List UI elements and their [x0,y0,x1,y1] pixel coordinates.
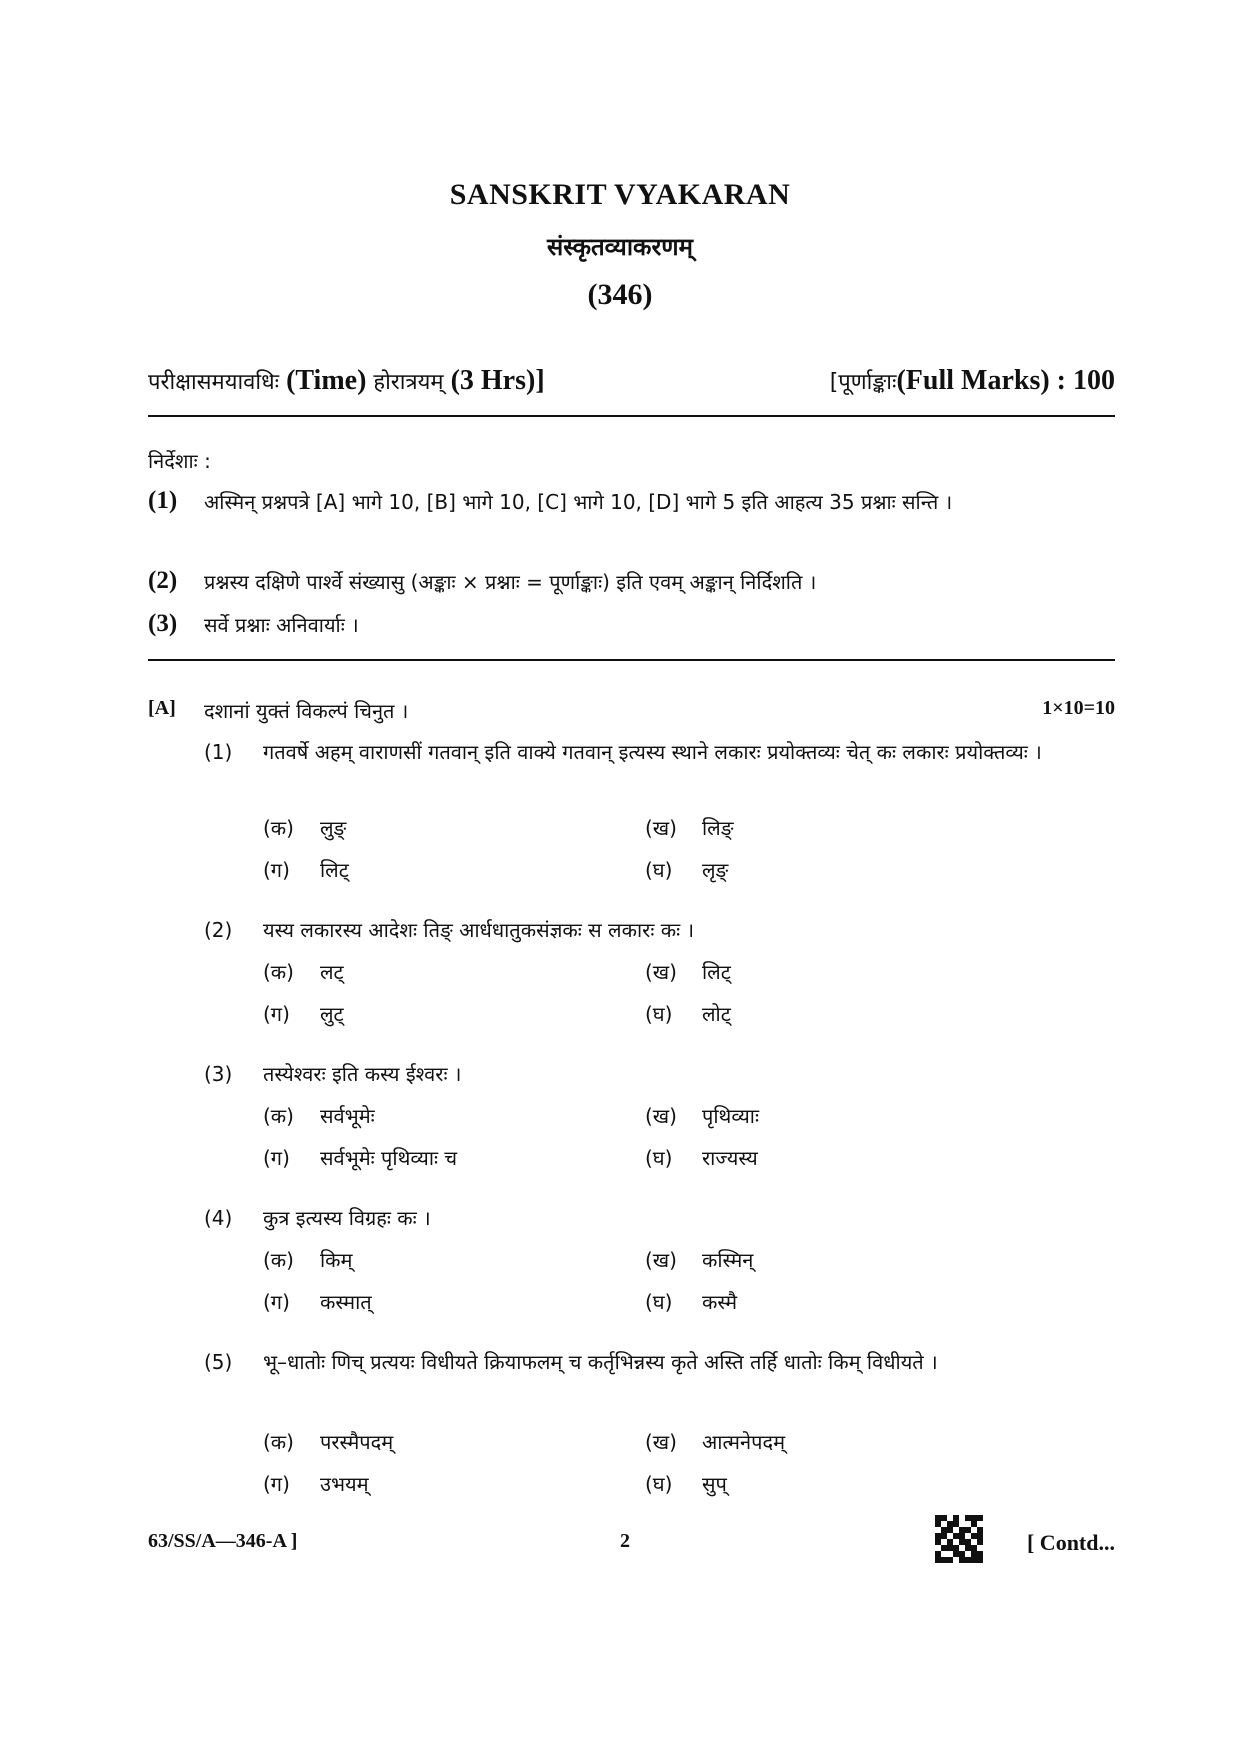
option-text: लट् [320,960,344,984]
option-text: राज्यस्य [702,1146,758,1170]
option-text: लृङ् [702,858,729,882]
qr-code-icon [935,1515,983,1563]
option-text: कस्मात् [320,1290,372,1314]
option-label: (ग) [263,1290,290,1314]
option-label: (क) [263,960,294,984]
instruction-number: (3) [148,610,178,637]
option-gha [645,856,728,883]
instruction-text: अस्मिन् प्रश्नपत्रे [A] भागे 10, [B] भागे 10, [C] भागे 10, [D] भागे 5 इति आहत्य 35 प्रश्नाः सन्ति । [204,490,953,514]
instructions-heading: निर्देशाः : [148,449,211,473]
option-text: लिङ् [702,816,734,840]
option-ka [263,1246,353,1273]
option-kha [645,1428,785,1455]
time-sa: होरात्रयम् [373,370,444,395]
option-ka [263,1428,393,1455]
marks-value: : 100 [1056,365,1115,396]
option-ka [263,958,344,985]
subject-code: (346) [587,278,653,311]
option-label: (ख) [645,1104,677,1128]
page-number: 2 [620,1530,630,1552]
option-kha [645,814,733,841]
option-text: लुङ् [320,816,347,840]
option-text: लिट् [702,960,731,984]
option-kha [645,1102,759,1129]
option-label: (ख) [645,960,677,984]
option-kha [645,1246,753,1273]
divider-instructions [148,659,1115,661]
divider-top [148,415,1115,417]
option-label: (क) [263,1248,294,1272]
time-prefix: परीक्षासमयावधिः [148,370,280,395]
paper-code: 63/SS/A—346-A ] [148,1530,298,1552]
option-text: आत्मनेपदम् [702,1430,786,1454]
time-hrs: (3 Hrs)] [450,365,545,396]
option-label: (घ) [645,858,673,882]
question-number: (1) [204,740,233,764]
option-label: (ग) [263,1472,290,1496]
marks-prefix: [पूर्णाङ्काः [829,370,897,395]
question-number: (2) [204,918,233,942]
option-label: (क) [263,1430,294,1454]
paper-title-english: SANSKRIT VYAKARAN [449,178,791,211]
paper-title-sanskrit: संस्कृतव्याकरणम् [547,233,693,261]
option-label: (ग) [263,1002,290,1026]
option-gha [645,1470,727,1497]
question-text: भू–धातोः णिच् प्रत्ययः विधीयते क्रियाफलम् च कर्तृभिन्नस्य कृते अस्ति तर्हि धातोः किम् विधीयते । [263,1350,938,1374]
instruction-text: प्रश्नस्य दक्षिणे पार्श्वे संख्यासु (अङ्काः × प्रश्नाः = पूर्णाङ्काः) इति एवम् अङ्कान् निर्दिशति । [204,570,817,594]
option-kha [645,958,731,985]
option-label: (ख) [645,1430,677,1454]
option-text: उभयम् [320,1472,369,1496]
option-label: (घ) [645,1472,673,1496]
option-label: (ख) [645,1248,677,1272]
option-ka [263,1102,375,1129]
option-ga [263,1470,369,1497]
section-instruction: दशानां युक्तं विकल्पं चिनुत । [204,699,409,723]
option-text: सर्वभूमेः [320,1104,375,1128]
option-ga [263,1000,344,1027]
option-label: (ग) [263,1146,290,1170]
option-ga [263,856,349,883]
option-text: सर्वभूमेः पृथिव्याः च [320,1146,458,1170]
option-text: कस्मिन् [702,1248,754,1272]
option-text: लुट् [320,1002,344,1026]
option-ga [263,1288,372,1315]
section-marks: 1×10=10 [1042,697,1115,719]
option-label: (क) [263,816,294,840]
option-label: (ख) [645,816,677,840]
question-text: यस्य लकारस्य आदेशः तिङ् आर्धधातुकसंज्ञकः स लकारः कः । [263,918,695,942]
option-label: (क) [263,1104,294,1128]
question-text: कुत्र इत्यस्य विग्रहः कः । [263,1206,431,1230]
option-ka [263,814,346,841]
option-text: पृथिव्याः [702,1104,759,1128]
option-label: (घ) [645,1290,673,1314]
option-text: परस्मैपदम् [320,1430,394,1454]
question-text: तस्येश्वरः इति कस्य ईश्वरः । [263,1062,462,1086]
option-gha [645,1000,731,1027]
instruction-number: (2) [148,567,178,594]
option-text: लिट् [320,858,349,882]
option-text: कस्मै [702,1290,738,1314]
option-gha [645,1288,737,1315]
option-text: किम् [320,1248,353,1272]
time-info [148,365,545,397]
option-label: (ग) [263,858,290,882]
time-en: (Time) [286,365,367,396]
option-text: सुप् [702,1472,727,1496]
question-number: (4) [204,1206,233,1230]
section-label: [A] [148,697,176,719]
question-number: (5) [204,1350,233,1374]
option-label: (घ) [645,1146,673,1170]
question-text: गतवर्षे अहम् वाराणसीं गतवान् इति वाक्ये गतवान् इत्यस्य स्थाने लकारः प्रयोक्तव्यः चेत् कः लकारः प्रयोक्तव्यः । [263,740,1042,764]
instruction-number: (1) [148,487,178,514]
option-text: लोट् [702,1002,731,1026]
instruction-text: सर्वे प्रश्नाः अनिवार्याः । [204,613,359,637]
continued-label: [ Contd... [1026,1530,1115,1555]
option-ga [263,1144,457,1171]
question-number: (3) [204,1062,233,1086]
marks-info [830,365,1115,397]
option-label: (घ) [645,1002,673,1026]
option-gha [645,1144,758,1171]
marks-en: (Full Marks) [896,365,1050,396]
